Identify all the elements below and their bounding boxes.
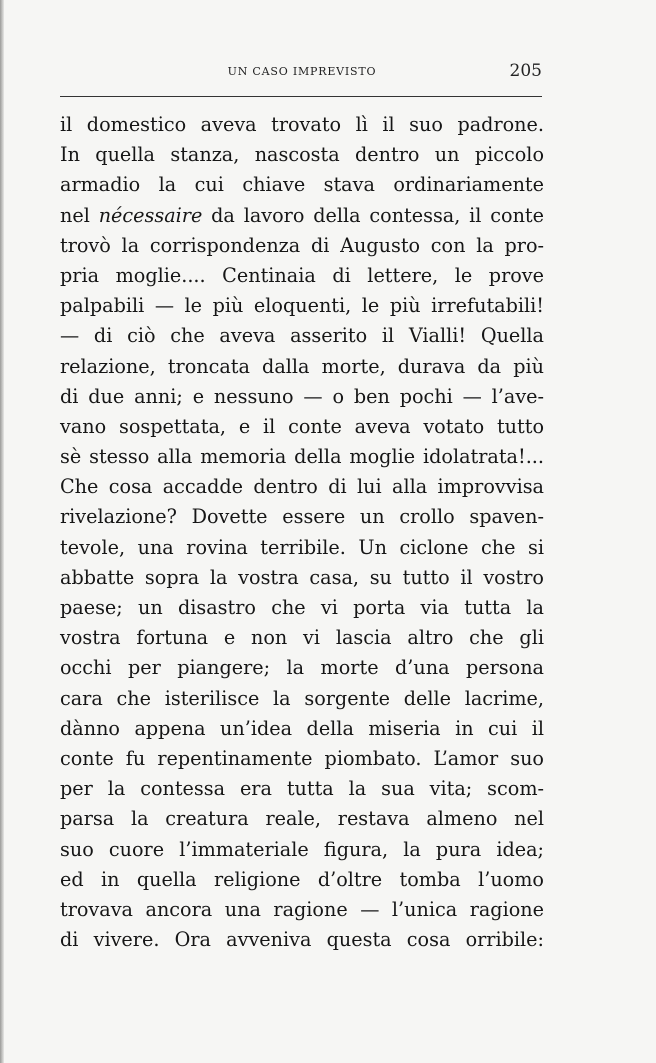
body-text bbox=[60, 110, 544, 955]
text-line: armadio la cui chiave stava ordinariamente bbox=[60, 173, 544, 197]
text-line: cara che isterilisce la sorgente delle lacrime, bbox=[60, 686, 544, 710]
page-header bbox=[60, 60, 544, 88]
text-line: di due anni; e nessuno — o ben pochi — l’ave- bbox=[60, 384, 544, 408]
italic-word: nécessaire bbox=[98, 203, 203, 227]
text-line: trovava ancora una ragione — l’unica ragione bbox=[60, 897, 544, 921]
text-line: il domestico aveva trovato lì il suo padrone. bbox=[60, 113, 544, 136]
text-line: trovò la corrispondenza di Augusto con la pro- bbox=[60, 233, 544, 257]
page-number: 205 bbox=[509, 61, 542, 81]
text-line: Che cosa accadde dentro di lui alla improvvisa bbox=[60, 475, 544, 499]
text-segment: da lavoro della contessa, il conte bbox=[202, 203, 544, 227]
text-line: parsa la creatura reale, restava almeno nel bbox=[60, 807, 544, 831]
text-line: di vivere. Ora avveniva questa cosa orribile: bbox=[60, 928, 544, 952]
text-line bbox=[60, 201, 544, 231]
text-line: sè stesso alla memoria della moglie idolatrata!... bbox=[60, 445, 544, 469]
text-line: vano sospettata, e il conte aveva votato tutto bbox=[60, 414, 544, 438]
text-line: conte fu repentinamente piombato. L’amor suo bbox=[60, 746, 544, 770]
text-line: rivelazione? Dovette essere un crollo spaven- bbox=[60, 505, 544, 529]
text-line: abbatte sopra la vostra casa, su tutto il vostro bbox=[60, 565, 544, 589]
text-line: relazione, troncata dalla morte, durava da più bbox=[60, 354, 544, 378]
text-line: occhi per piangere; la morte d’una persona bbox=[60, 656, 544, 680]
text-line: pria moglie.... Centinaia di lettere, le prove bbox=[60, 263, 544, 287]
page-edge bbox=[0, 0, 4, 1063]
text-line: paese; un disastro che vi porta via tutta la bbox=[60, 596, 544, 619]
text-line: suo cuore l’immateriale figura, la pura idea; bbox=[60, 837, 544, 861]
text-line: palpabili — le più eloquenti, le più irrefutabili! bbox=[60, 294, 544, 318]
text-line: per la contessa era tutta la sua vita; scom- bbox=[60, 777, 544, 801]
header-rule bbox=[60, 96, 542, 97]
text-line: tevole, una rovina terribile. Un ciclone che si bbox=[60, 535, 544, 559]
text-line: ed in quella religione d’oltre tomba l’uomo bbox=[60, 867, 544, 891]
text-line: dànno appena un’idea della miseria in cui il bbox=[60, 716, 544, 740]
text-line: In quella stanza, nascosta dentro un piccolo bbox=[60, 143, 544, 167]
text-segment: nel bbox=[60, 203, 99, 227]
running-title: UN CASO IMPREVISTO bbox=[227, 65, 377, 78]
text-line: vostra fortuna e non vi lascia altro che gli bbox=[60, 626, 544, 650]
text-line: — di ciò che aveva asserito il Vialli! Quella bbox=[60, 324, 544, 348]
